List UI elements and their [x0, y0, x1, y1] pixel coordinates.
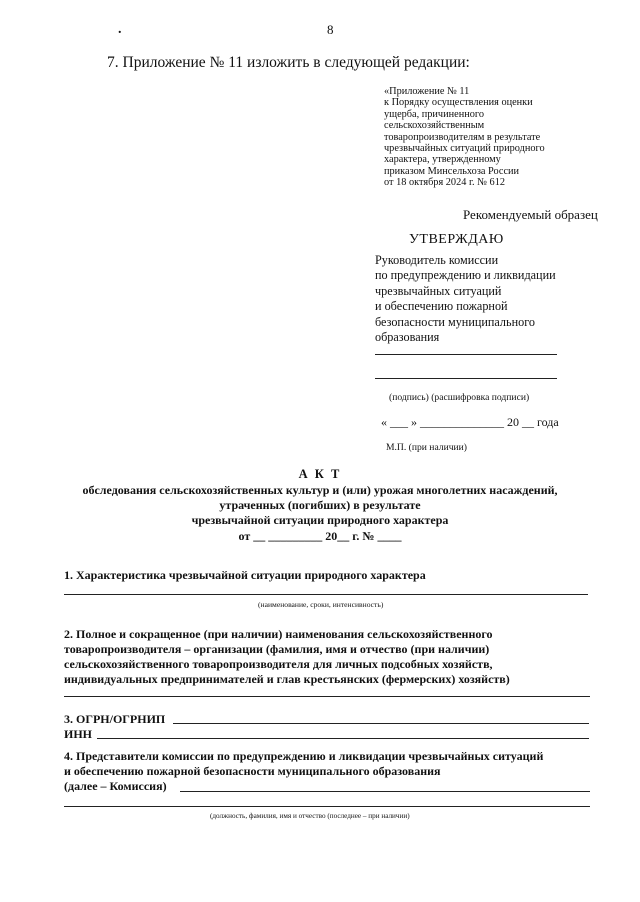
section-2-line: товаропроизводителя – организации (фамилия, имя и отчество (при наличии) — [64, 642, 490, 656]
commission-field-line-2[interactable] — [64, 806, 590, 807]
section-1-heading: 1. Характеристика чрезвычайной ситуации природного характера — [64, 568, 426, 582]
section-4-line: 4. Представители комиссии по предупреждению и ликвидации чрезвычайных ситуаций — [64, 749, 544, 763]
ogrn-field-line[interactable] — [173, 723, 589, 724]
act-subtitle-line: утраченных (погибших) в результате — [219, 498, 421, 513]
head-line: по предупреждению и ликвидации — [375, 268, 556, 283]
recommended-sample-label: Рекомендуемый образец — [463, 207, 598, 222]
page-number: 8 — [327, 22, 334, 37]
section-2-line: сельскохозяйственного товаропроизводителя для личных подсобных хозяйств, — [64, 657, 493, 671]
appendix-line: товаропроизводителям в результате — [384, 131, 541, 143]
section-1-field-line[interactable] — [64, 594, 588, 595]
section-4-heading — [64, 749, 543, 794]
date-line: « ___ » ______________ 20 __ года — [381, 415, 559, 429]
act-subtitle — [0, 483, 640, 544]
section-4-line: и обеспечению пожарной безопасности муниципального образования — [64, 764, 441, 778]
head-line: безопасности муниципального — [375, 314, 535, 329]
appendix-line: сельскохозяйственным — [384, 120, 485, 132]
appendix-line: от 18 октября 2024 г. № 612 — [384, 177, 505, 189]
section-2-line: 2. Полное и сокращенное (при наличии) наименования сельскохозяйственного — [64, 627, 493, 641]
commission-field-line-1[interactable] — [180, 791, 590, 792]
inn-field-line[interactable] — [97, 738, 589, 739]
head-line: чрезвычайных ситуаций — [375, 283, 502, 298]
commission-head-block — [375, 253, 556, 345]
section-4-caption: (должность, фамилия, имя и отчество (последнее – при наличии) — [210, 812, 410, 820]
section-1-caption: (наименование, сроки, интенсивность) — [258, 600, 384, 609]
appendix-line: к Порядку осуществления оценки — [384, 97, 533, 109]
approve-heading: УТВЕРЖДАЮ — [409, 232, 504, 247]
item-7-heading: 7. Приложение № 11 изложить в следующей редакции: — [107, 54, 470, 71]
section-2-field-line[interactable] — [64, 696, 590, 697]
head-line: и обеспечению пожарной — [375, 299, 508, 314]
appendix-line: характера, утвержденному — [384, 154, 501, 166]
signature-line-1[interactable] — [375, 354, 557, 355]
appendix-line: ущерба, причиненного — [384, 108, 484, 120]
signature-caption: (подпись) (расшифровка подписи) — [389, 392, 530, 403]
section-3-inn-label: ИНН — [64, 727, 93, 741]
section-4-line: (далее – Комиссия) — [64, 779, 167, 793]
section-2-line: индивидуальных предпринимателей и глав крестьянских (фермерских) хозяйств) — [64, 672, 510, 686]
appendix-line: «Приложение № 11 — [384, 86, 470, 97]
act-subtitle-line: от __ _________ 20__ г. № ____ — [238, 528, 402, 543]
appendix-reference — [384, 86, 545, 189]
appendix-line: приказом Минсельхоза России — [384, 165, 520, 177]
signature-line-2[interactable] — [375, 378, 557, 379]
head-line: Руководитель комиссии — [375, 253, 499, 267]
act-title: А К Т — [298, 467, 342, 481]
page-mark: . — [118, 22, 122, 37]
act-subtitle-line: обследования сельскохозяйственных культур и (или) урожая многолетних насаждений, — [82, 483, 558, 497]
section-2-heading — [64, 627, 510, 687]
act-subtitle-line: чрезвычайной ситуации природного характера — [191, 513, 449, 528]
section-3-ogrn-label: 3. ОГРН/ОГРНИП — [64, 712, 166, 726]
appendix-line: чрезвычайных ситуаций природного — [384, 143, 545, 155]
stamp-note: М.П. (при наличии) — [386, 442, 467, 453]
head-line: образования — [375, 330, 440, 345]
